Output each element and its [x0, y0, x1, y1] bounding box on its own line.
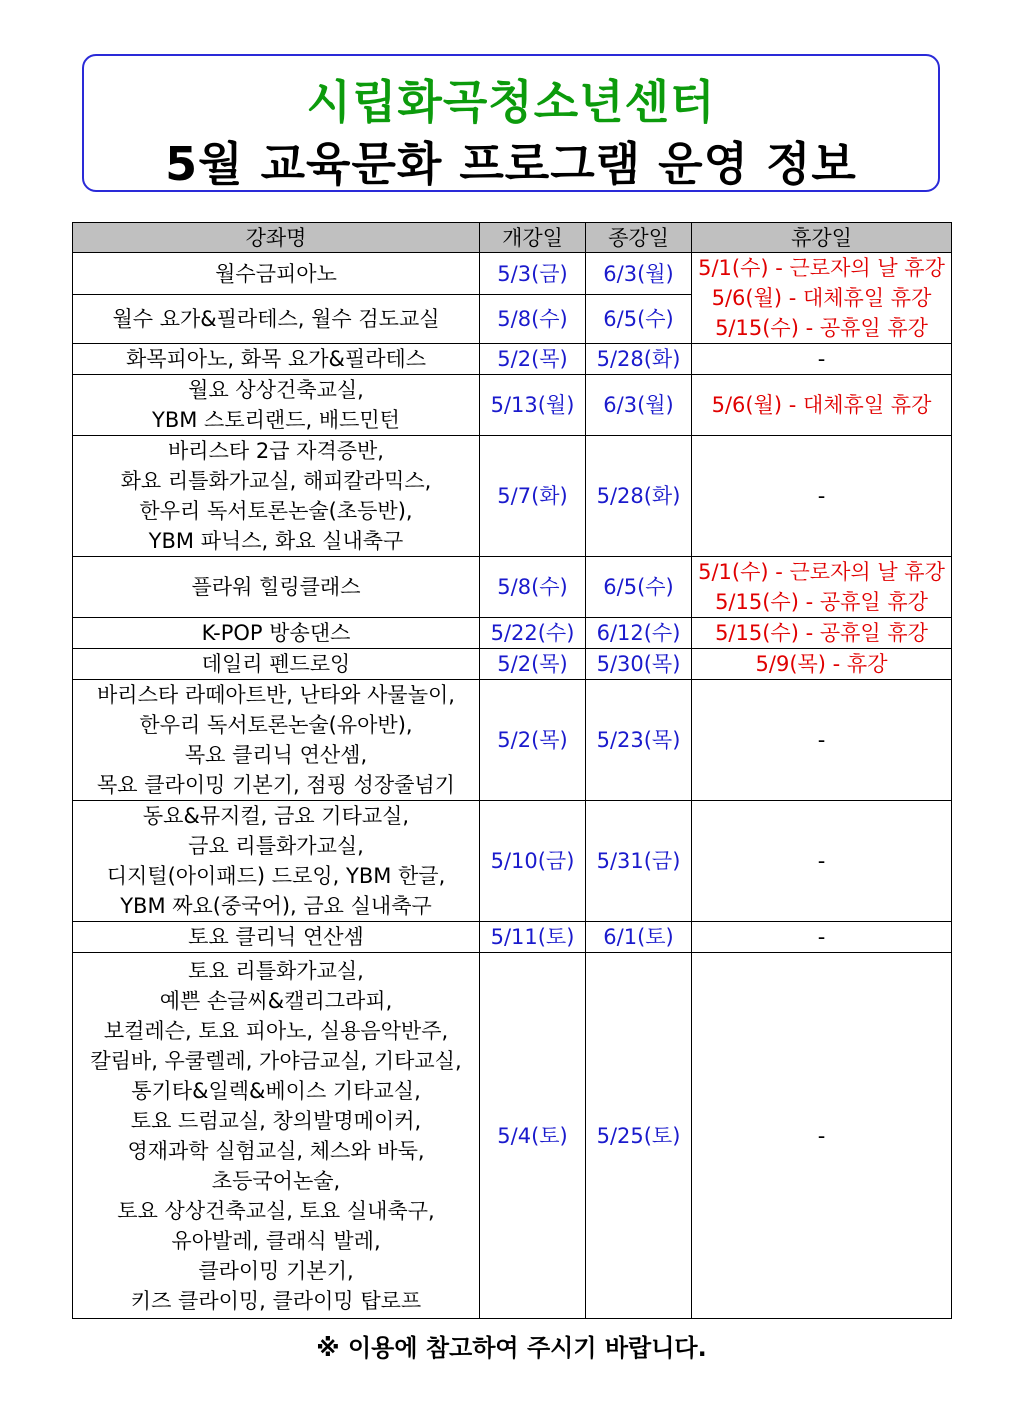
start-date: 5/22(수): [480, 618, 586, 649]
end-date: 5/31(금): [586, 801, 692, 922]
table-row: [73, 557, 952, 618]
start-date: 5/3(금): [480, 253, 586, 295]
start-date: 5/11(토): [480, 922, 586, 953]
off-dates: -: [692, 922, 952, 953]
course-name: 플라워 힐링클래스: [73, 557, 480, 618]
start-date: 5/8(수): [480, 295, 586, 344]
page-title: 5월 교육문화 프로그램 운영 정보: [165, 137, 857, 191]
course-name: 동요&뮤지컬, 금요 기타교실, 금요 리틀화가교실, 디지털(아이패드) 드로잉, YBM 한글, YBM 짜요(중국어), 금요 실내축구: [73, 801, 480, 922]
schedule-table: [72, 222, 952, 1319]
course-name: 토요 클리닉 연산셈: [73, 922, 480, 953]
end-date: 6/5(수): [586, 557, 692, 618]
title-box: [82, 54, 940, 192]
column-header-start: 개강일: [480, 223, 586, 253]
footer-note: ※ 이용에 참고하여 주시기 바랍니다.: [316, 1334, 707, 1362]
off-dates: -: [692, 680, 952, 801]
course-name: 월수금피아노: [73, 253, 480, 295]
start-date: 5/7(화): [480, 436, 586, 557]
start-date: 5/8(수): [480, 557, 586, 618]
end-date: 5/28(화): [586, 436, 692, 557]
column-header-off: 휴강일: [692, 223, 952, 253]
off-dates: 5/6(월) - 대체휴일 휴강: [692, 375, 952, 436]
table-row: [73, 922, 952, 953]
table-row: [73, 618, 952, 649]
table-header-row: [73, 223, 952, 253]
start-date: 5/4(토): [480, 953, 586, 1319]
off-dates: 5/1(수) - 근로자의 날 휴강 5/15(수) - 공휴일 휴강: [692, 557, 952, 618]
end-date: 5/23(목): [586, 680, 692, 801]
column-header-end: 종강일: [586, 223, 692, 253]
off-dates: 5/1(수) - 근로자의 날 휴강 5/6(월) - 대체휴일 휴강 5/15(수) - 공휴일 휴강: [692, 253, 952, 344]
end-date: 6/1(토): [586, 922, 692, 953]
table-row: [73, 436, 952, 557]
off-dates: 5/9(목) - 휴강: [692, 649, 952, 680]
start-date: 5/10(금): [480, 801, 586, 922]
table-row: [73, 375, 952, 436]
start-date: 5/2(목): [480, 344, 586, 375]
course-name: 화목피아노, 화목 요가&필라테스: [73, 344, 480, 375]
off-dates: -: [692, 344, 952, 375]
course-name: 토요 리틀화가교실, 예쁜 손글씨&캘리그라피, 보컬레슨, 토요 피아노, 실용음악반주, 칼림바, 우쿨렐레, 가야금교실, 기타교실, 통기타&일렉&베이스 기타교실, 토요 드럼교실, 창의발명메이커, 영재과학 실험교실, 체스와 바둑, 초등국어논술, 토요 상상건축교실, 토요 실내축구, 유아발레, 클래식 발레, 클라이밍 기본기, 키즈 클라이밍, 클라이밍 탑로프: [73, 953, 480, 1319]
end-date: 6/3(월): [586, 253, 692, 295]
course-name: 바리스타 2급 자격증반, 화요 리틀화가교실, 해피칼라믹스, 한우리 독서토론논술(초등반), YBM 파닉스, 화요 실내축구: [73, 436, 480, 557]
end-date: 6/5(수): [586, 295, 692, 344]
start-date: 5/13(월): [480, 375, 586, 436]
end-date: 6/12(수): [586, 618, 692, 649]
course-name: K-POP 방송댄스: [73, 618, 480, 649]
off-dates: 5/15(수) - 공휴일 휴강: [692, 618, 952, 649]
table-row: [73, 253, 952, 295]
end-date: 5/28(화): [586, 344, 692, 375]
end-date: 6/3(월): [586, 375, 692, 436]
off-dates: -: [692, 801, 952, 922]
table-row: [73, 680, 952, 801]
table-row: [73, 344, 952, 375]
course-name: 데일리 펜드로잉: [73, 649, 480, 680]
course-name: 바리스타 라떼아트반, 난타와 사물놀이, 한우리 독서토론논술(유아반), 목요 클리닉 연산셈, 목요 클라이밍 기본기, 점핑 성장줄넘기: [73, 680, 480, 801]
table-row: [73, 801, 952, 922]
table-row: [73, 649, 952, 680]
off-dates: -: [692, 436, 952, 557]
course-name: 월요 상상건축교실, YBM 스토리랜드, 배드민턴: [73, 375, 480, 436]
center-name: 시립화곡청소년센터: [306, 75, 716, 129]
start-date: 5/2(목): [480, 649, 586, 680]
column-header-course: 강좌명: [73, 223, 480, 253]
end-date: 5/25(토): [586, 953, 692, 1319]
start-date: 5/2(목): [480, 680, 586, 801]
table-row: [73, 953, 952, 1319]
course-name: 월수 요가&필라테스, 월수 검도교실: [73, 295, 480, 344]
off-dates: -: [692, 953, 952, 1319]
end-date: 5/30(목): [586, 649, 692, 680]
